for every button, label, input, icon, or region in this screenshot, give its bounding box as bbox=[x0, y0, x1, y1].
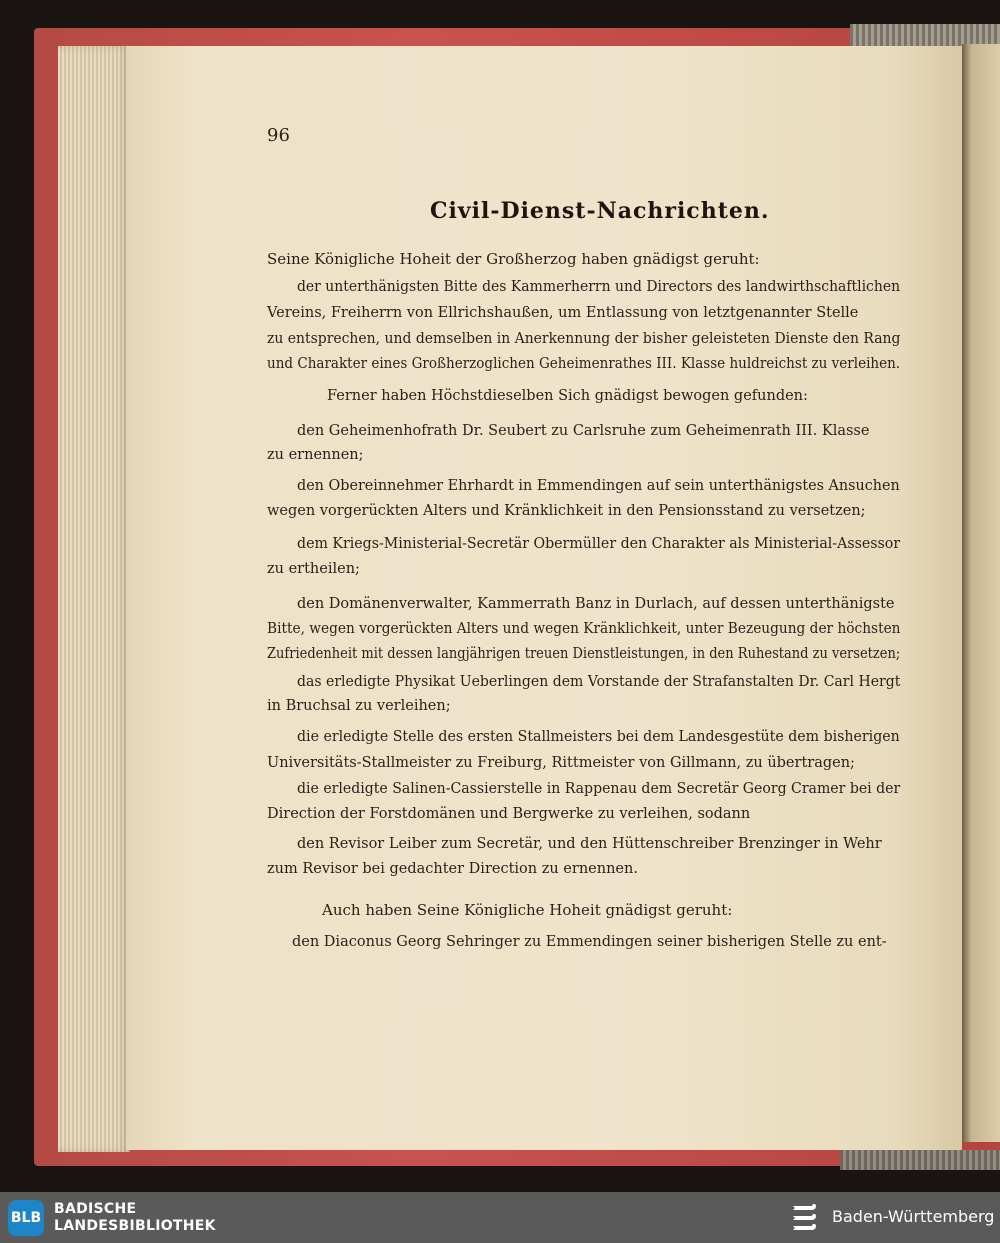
text-line: Seine Königliche Hoheit der Großherzog haben gnädigst geruht: bbox=[267, 250, 760, 268]
text-line: Bitte, wegen vorgerückten Alters und wegen Kränklichkeit, unter Bezeugung der höchsten bbox=[267, 621, 901, 637]
text-line: zu entsprechen, und demselben in Anerkennung der bisher geleisteten Dienste den Rang bbox=[267, 331, 901, 347]
text-line: das erledigte Physikat Ueberlingen dem Vorstande der Strafanstalten Dr. Carl Hergt bbox=[297, 674, 901, 690]
text-line: zu ernennen; bbox=[267, 447, 364, 463]
baden-wuerttemberg-lions-icon[interactable] bbox=[790, 1202, 820, 1234]
text-line: der unterthänigsten Bitte des Kammerherrn und Directors des landwirthschaftlichen bbox=[297, 279, 901, 295]
text-line: den Domänenverwalter, Kammerrath Banz in Durlach, auf dessen unterthänigste bbox=[297, 596, 895, 612]
text-line: in Bruchsal zu verleihen; bbox=[267, 698, 451, 714]
viewer-footer bbox=[0, 1192, 1000, 1243]
text-line: und Charakter eines Großherzoglichen Geheimenrathes III. Klasse huldreichst zu verleihen. bbox=[267, 356, 901, 372]
text-line: den Diaconus Georg Sehringer zu Emmendingen seiner bisherigen Stelle zu ent- bbox=[292, 934, 887, 950]
text-line: den Geheimenhofrath Dr. Seubert zu Carlsruhe zum Geheimenrath III. Klasse bbox=[297, 423, 870, 439]
library-name[interactable] bbox=[54, 1201, 216, 1235]
page-heading: Civil-Dienst-Nachrichten. bbox=[430, 198, 770, 224]
library-name-line-1: BADISCHE bbox=[54, 1201, 137, 1217]
text-line: den Obereinnehmer Ehrhardt in Emmendingen auf sein unterthänigstes Ansuchen bbox=[297, 478, 900, 494]
text-line: die erledigte Salinen-Cassierstelle in Rappenau dem Secretär Georg Cramer bei der bbox=[297, 781, 901, 797]
page-number: 96 bbox=[267, 125, 290, 146]
blb-logo-icon[interactable]: BLB bbox=[8, 1200, 44, 1236]
facing-page-edge bbox=[962, 44, 1000, 1142]
library-name-line-2: LANDESBIBLIOTHEK bbox=[54, 1218, 216, 1234]
text-line: Universitäts-Stallmeister zu Freiburg, Rittmeister von Gillmann, zu übertragen; bbox=[267, 755, 855, 771]
text-line: wegen vorgerückten Alters und Kränklichkeit in den Pensionsstand zu versetzen; bbox=[267, 503, 866, 519]
text-line: Ferner haben Höchstdieselben Sich gnädigst bewogen gefunden: bbox=[327, 388, 808, 404]
text-line: zum Revisor bei gedachter Direction zu ernennen. bbox=[267, 861, 638, 877]
text-line: Auch haben Seine Königliche Hoheit gnädigst geruht: bbox=[322, 901, 733, 919]
book-spine-bottom bbox=[840, 1150, 1000, 1170]
state-name[interactable]: Baden-Württemberg bbox=[832, 1207, 995, 1226]
text-line: die erledigte Stelle des ersten Stallmeisters bei dem Landesgestüte dem bisherigen bbox=[297, 729, 900, 745]
text-line: Direction der Forstdomänen und Bergwerke zu verleihen, sodann bbox=[267, 806, 751, 822]
text-line: den Revisor Leiber zum Secretär, und den Hüttenschreiber Brenzinger in Wehr bbox=[297, 836, 882, 852]
text-line: Vereins, Freiherrn von Ellrichshaußen, um Entlassung von letztgenannter Stelle bbox=[267, 305, 859, 321]
text-line: dem Kriegs-Ministerial-Secretär Obermüller den Charakter als Ministerial-Assessor bbox=[297, 536, 901, 552]
text-line: Zufriedenheit mit dessen langjährigen treuen Dienstleistungen, in den Ruhestand zu versetzen; bbox=[267, 646, 901, 662]
page-edges bbox=[58, 46, 130, 1152]
text-line: zu ertheilen; bbox=[267, 561, 360, 577]
